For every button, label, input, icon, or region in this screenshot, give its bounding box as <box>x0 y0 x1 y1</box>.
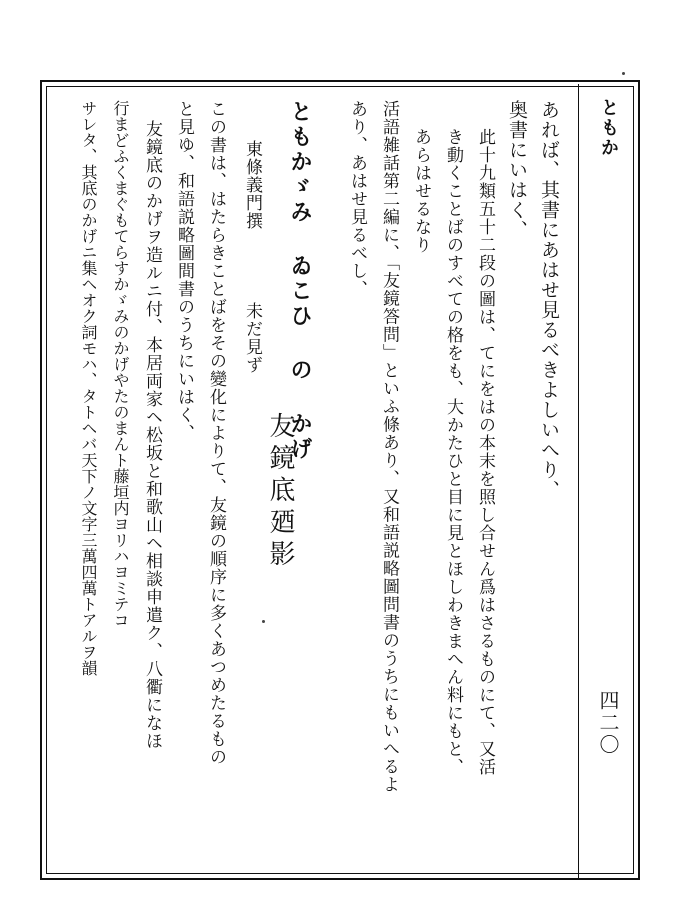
text-column-9: と見ゆ、和語説略圖間書のうちにいはく、 <box>174 100 194 442</box>
text-column-7: あり、あはせ見るべし、 <box>347 100 367 298</box>
running-head: ともか <box>598 98 619 158</box>
author-line: 東條義門撰 未だ見ず <box>242 140 262 374</box>
section-heading-reading: ともかゞみ ゐこひ の かげ <box>287 100 313 462</box>
text-column-6: 活語雑話第二編に、「友鏡答問」といふ條あり、又和語説略圖問書のうちにもいへるよ <box>379 100 399 794</box>
text-column-4: き動くことばのすべての格をも、大かたひと目に見とほしわきまへん料にもと、 <box>443 128 463 776</box>
text-column-10: 友鏡底のかげヲ造ルニ付、本居両家ヘ松坂と和歌山ヘ相談申遣ク、八衢になほ <box>142 120 162 750</box>
text-column-5: あらはせるなり <box>411 128 431 254</box>
text-column-2: 奥書にいはく、 <box>506 100 528 240</box>
print-speck <box>262 620 265 623</box>
text-column-1: あれば、其書にあはせ見るべきよしいへり、 <box>538 100 560 500</box>
text-column-12: サレタ、其底のかげニ集ヘオク詞モハ、タトヘバ天下ノ文字三萬四萬トアルヲ韻 <box>79 100 98 676</box>
text-column-8: この書は、はたらきことばをその變化によりて、友鏡の順序に多くあつめたるもの <box>206 100 226 766</box>
print-speck <box>622 72 625 75</box>
section-heading: 友鏡底廼影 <box>265 412 295 572</box>
page-number: 四二〇 <box>596 690 620 756</box>
margin-divider <box>578 84 579 878</box>
text-column-3: 此十九類五十二段の圖は、てにをはの本末を照し合せん爲はさるものにて、又活 <box>475 128 495 776</box>
text-column-11: 行まどふくまぐもてらすかゞみのかげやたのまんト藤垣内ヨリハヨミテコ <box>111 100 130 628</box>
